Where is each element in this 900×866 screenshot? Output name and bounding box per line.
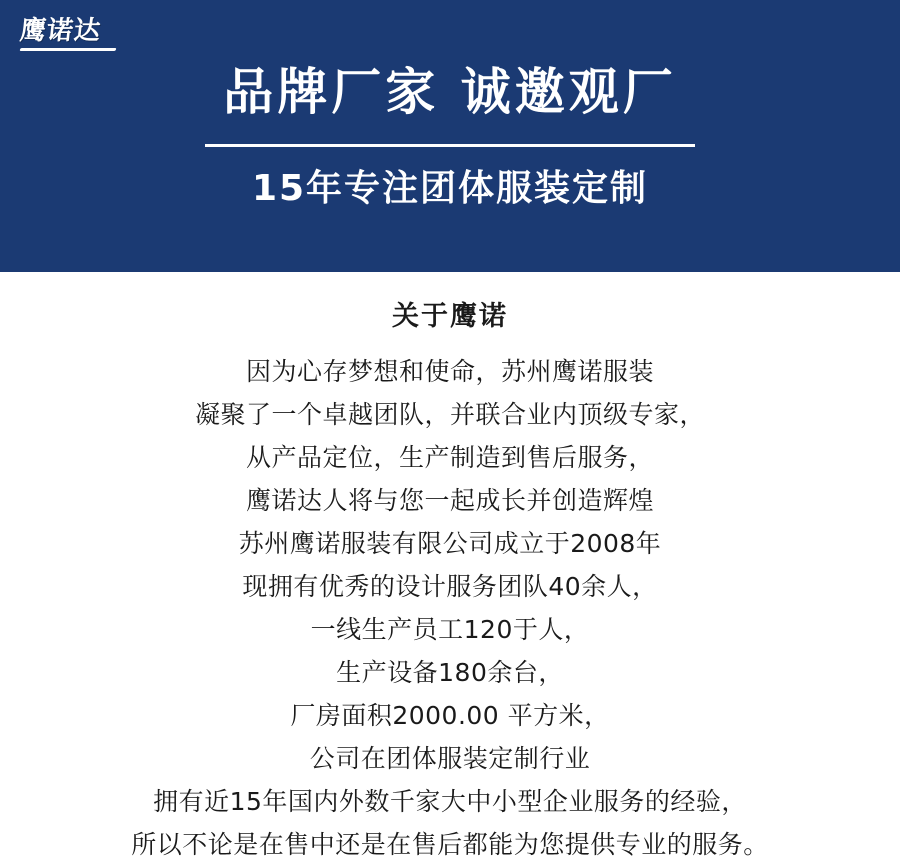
about-line: 苏州鹰诺服装有限公司成立于2008年 [238,529,662,558]
about-line: 因为心存梦想和使命，苏州鹰诺服装 [245,357,654,386]
about-line: 厂房面积2000.00 平方米， [290,701,610,730]
banner-divider [205,144,695,147]
hero-banner [0,0,900,272]
about-line: 公司在团体服装定制行业 [309,744,591,773]
about-line: 现拥有优秀的设计服务团队40余人， [242,572,658,601]
about-line: 一线生产员工120于人， [310,615,590,644]
about-line: 生产设备180余台， [336,658,564,687]
about-line: 所以不论是在售中还是在售后都能为您提供专业的服务。 [131,830,769,859]
about-line: 鹰诺达人将与您一起成长并创造辉煌 [245,486,654,515]
about-heading: 关于鹰诺 [392,301,508,332]
banner-subtitle: 15年专注团体服装定制 [251,168,649,209]
banner-content [0,0,900,272]
about-section [0,272,900,866]
about-body [0,350,900,866]
about-line: 凝聚了一个卓越团队，并联合业内顶级专家， [194,400,705,429]
banner-title: 品牌厂家 诚邀观厂 [223,63,677,121]
about-line: 从产品定位，生产制造到售后服务， [245,443,654,472]
about-line: 拥有近15年国内外数千家大中小型企业服务的经验， [153,787,747,816]
brand-logo-text: 鹰诺达 [18,16,103,46]
